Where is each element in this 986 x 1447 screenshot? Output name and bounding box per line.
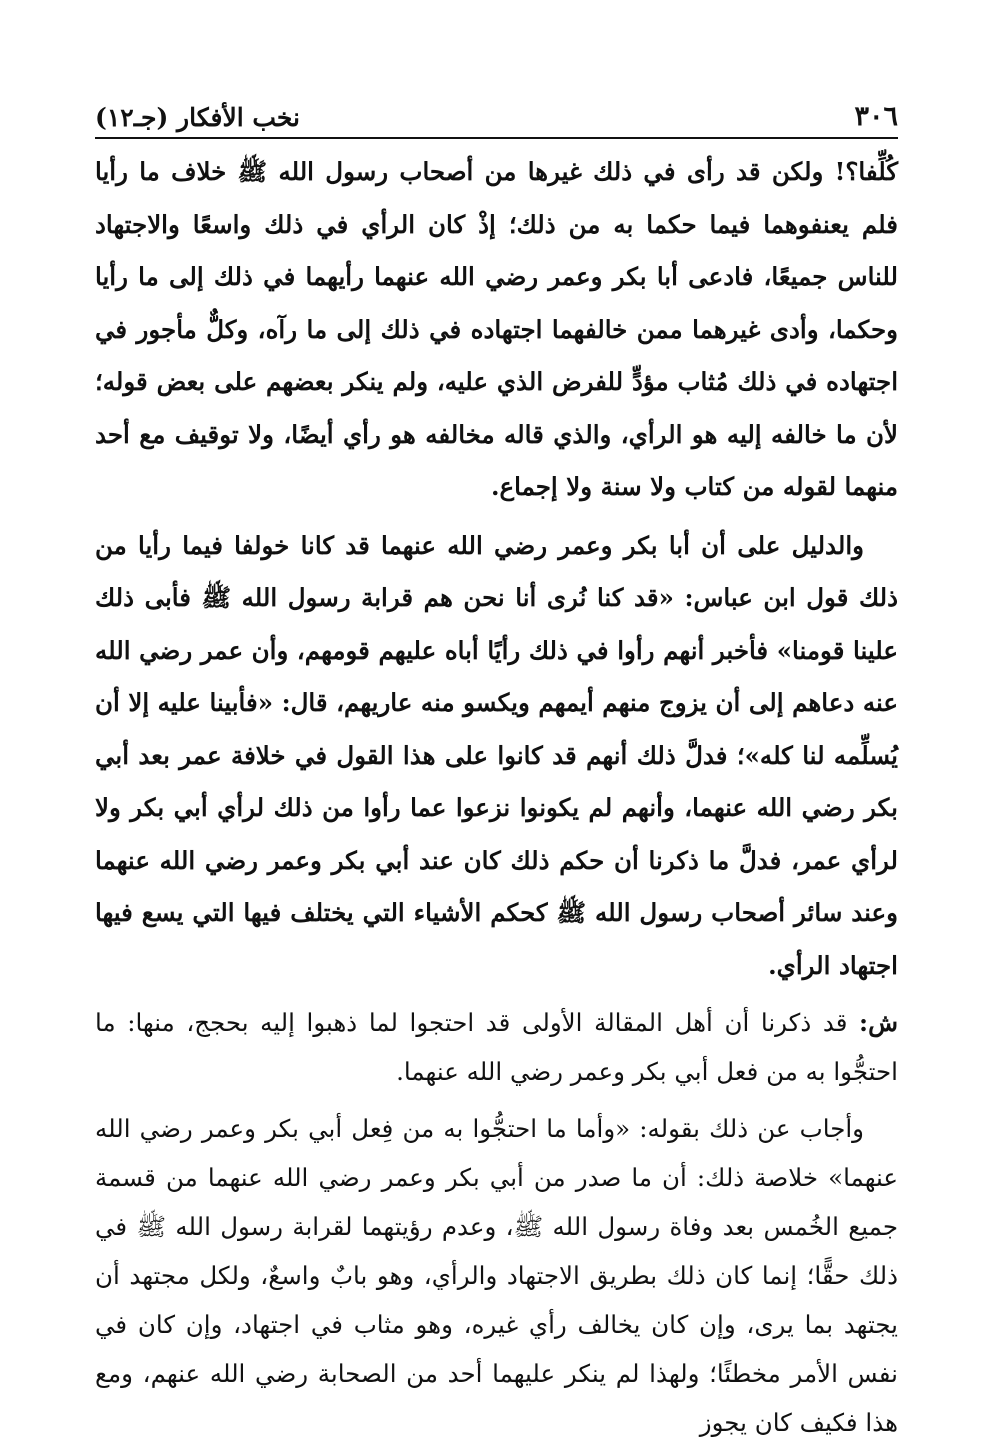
sharh-paragraph-1 [95,998,898,1096]
page-body [95,146,898,1447]
sharh-paragraph-2: وأجاب عن ذلك بقوله: «وأما ما احتجُّوا به من فِعل أبي بكر وعمر رضي الله عنهما» خلاصة ذلك: أن ما صدر من أبي بكر وعمر رضي الله عنهما من قسمة جميع الخُمس بعد وفاة رسول الله ﷺ، وعدم رؤيتهما لقرابة رسول الله ﷺ في ذلك حقًّا؛ إنما كان ذلك بطريق الاجتهاد والرأي، وهو بابٌ واسعٌ، ولكل مجتهد أن يجتهد بما يرى، وإن كان يخالف رأي غيره، وهو مثاب في اجتهاد، وإن كان في نفس الأمر مخطئًا؛ ولهذا لم ينكر عليهما أحد من الصحابة رضي الله عنهم، ومع هذا فكيف كان يجوز [95,1114,898,1437]
header-divider [95,137,898,139]
sharh-marker: ش: [859,1008,898,1037]
page-header [95,92,898,132]
running-title: نخب الأفكار (جـ١٢) [95,103,301,132]
sharh-paragraph-1-text: قد ذكرنا أن أهل المقالة الأولى قد احتجوا لما ذهبوا إليه بحجج، منها: ما احتجُّوا به من فعل أبي بكر وعمر رضي الله عنهما. [95,1008,898,1086]
page-number: ٣٠٦ [854,101,898,132]
matn-paragraph-2: والدليل على أن أبا بكر وعمر رضي الله عنهما قد كانا خولفا فيما رأيا من ذلك قول ابن عباس: «قد كنا نُرى أنا نحن هم قرابة رسول الله ﷺ فأبى ذلك علينا قومنا» فأخبر أنهم رأوا في ذلك رأيًا أباه عليهم قومهم، وأن عمر رضي الله عنه دعاهم إلى أن يزوج منهم أيمهم ويكسو منه عاريهم، قال: «فأبينا عليه إلا أن يُسلِّمه لنا كله»؛ فدلَّ ذلك أنهم قد كانوا على هذا القول في خلافة عمر بعد أبي بكر رضي الله عنهما، وأنهم لم يكونوا نزعوا عما رأوا من ذلك لرأي أبي بكر ولا لرأي عمر، فدلَّ ما ذكرنا أن حكم ذلك كان عند أبي بكر وعمر رضي الله عنهما وعند سائر أصحاب رسول الله ﷺ كحكم الأشياء التي يختلف فيها التي يسع فيها اجتهاد الرأي. [95,530,898,980]
matn-paragraph-1: كُلِّفا؟! ولكن قد رأى في ذلك غيرها من أصحاب رسول الله ﷺ خلاف ما رأيا فلم يعنفوهما فيما حكما به من ذلك؛ إذْ كان الرأي في ذلك واسعًا والاجتهاد للناس جميعًا، فادعى أبا بكر وعمر رضي الله عنهما رأيهما في ذلك إلى ما رأيا وحكما، وأدى غيرهما ممن خالفهما اجتهاده في ذلك إلى ما رآه، وكلٌّ مأجور في اجتهاده في ذلك مُثاب مؤدٍّ للفرض الذي عليه، ولم ينكر بعضهم على بعض قوله؛ لأن ما خالفه إليه هو الرأي، والذي قاله مخالفه هو رأي أيضًا، ولا توقيف مع أحد منهما لقوله من كتاب ولا سنة ولا إجماع. [95,157,898,501]
